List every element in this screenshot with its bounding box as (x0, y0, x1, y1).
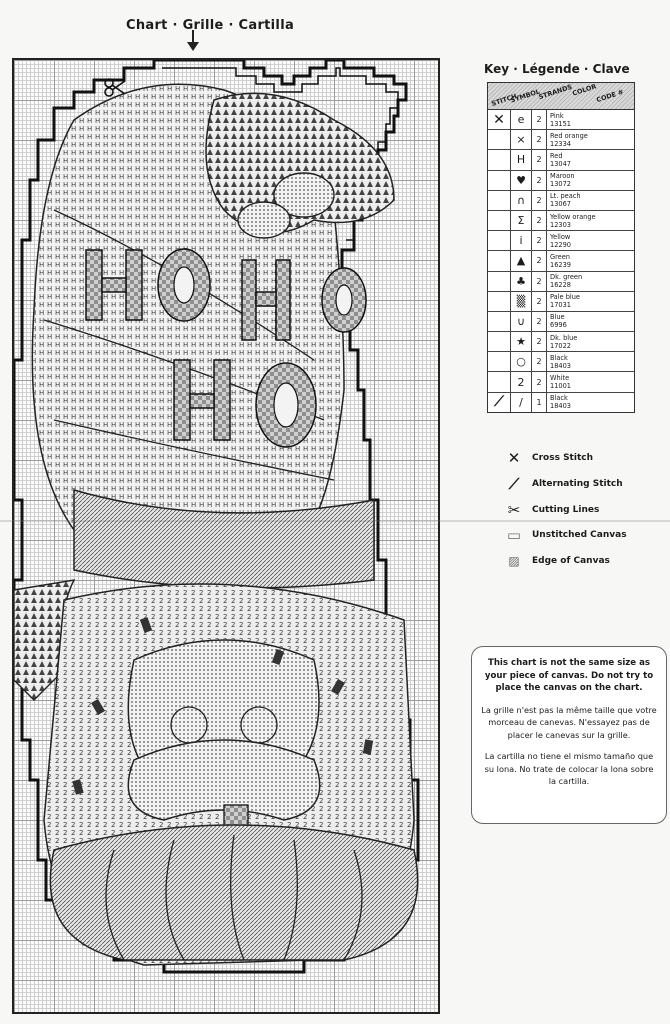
key-color-name: Red (550, 151, 563, 160)
key-symbol: × (511, 130, 532, 149)
key-row (488, 191, 634, 211)
key-color-code: 18403 (550, 402, 571, 411)
key-stitch-icon (488, 171, 511, 190)
key-color-code: 12334 (550, 139, 571, 148)
key-color (547, 332, 634, 351)
key-symbol: ∩ (511, 191, 532, 210)
key-row (488, 312, 634, 332)
key-table (487, 82, 635, 413)
key-color (547, 352, 634, 371)
unstitched-canvas-icon: ▭ (506, 526, 522, 544)
key-stitch-icon (488, 312, 511, 331)
legend-cutting-lines (503, 502, 599, 518)
key-symbol: H (511, 150, 532, 169)
key-color-code: 12290 (550, 240, 571, 249)
key-color-code: 16228 (550, 281, 571, 290)
paper-fold-line (0, 520, 670, 522)
key-stitch-icon (488, 231, 511, 250)
chart-size-note (471, 646, 667, 824)
key-row (488, 130, 634, 150)
key-color-code: 13047 (550, 159, 571, 168)
key-row (488, 332, 634, 352)
key-color-code: 17031 (550, 301, 571, 310)
key-symbol: Σ (511, 211, 532, 230)
key-row (488, 372, 634, 392)
x-cross-icon: ✕ (507, 449, 521, 467)
legend-edge-of-canvas (503, 553, 610, 569)
key-row (488, 150, 634, 170)
column-header-strands: STRANDS (537, 82, 574, 102)
key-strands: 2 (532, 312, 547, 331)
legend-label: Cross Stitch (532, 453, 593, 463)
key-color-name: Dk. green (550, 273, 583, 282)
cross-stitch-chart (12, 58, 440, 1014)
key-color-name: Black (550, 353, 568, 362)
column-header-stitch: STITCH (490, 92, 518, 108)
key-color (547, 272, 634, 291)
key-stitch-icon (488, 130, 511, 149)
santa-motif-drawing (14, 60, 438, 1012)
key-stitch-icon (488, 150, 511, 169)
key-strands: 2 (532, 231, 547, 250)
key-stitch-icon (488, 292, 511, 311)
key-strands: 2 (532, 251, 547, 270)
key-color (547, 171, 634, 190)
key-strands: 2 (532, 352, 547, 371)
key-symbol: ○ (511, 352, 532, 371)
scissors-icon: ✂ (507, 501, 521, 519)
page-title: Chart · Grille · Cartilla (126, 18, 295, 33)
key-color (547, 150, 634, 169)
key-symbol: ∪ (511, 312, 532, 331)
alternating-stitch-icon: ⟋ (508, 475, 520, 493)
key-stitch-icon (488, 272, 511, 291)
key-color-name: Dk. blue (550, 333, 578, 342)
key-color-code: 12303 (550, 220, 571, 229)
note-spanish: La cartilla no tiene el mismo tamaño que su lona. No trate de colocar la lona sobre la cartilla. (484, 751, 654, 786)
key-color (547, 211, 634, 230)
key-row (488, 352, 634, 372)
key-color (547, 292, 634, 311)
key-symbol: ★ (511, 332, 532, 351)
key-row (488, 272, 634, 292)
legend-alternating-stitch (503, 476, 623, 492)
key-color-code: 18403 (550, 361, 571, 370)
legend-label: Cutting Lines (532, 505, 600, 515)
legend-label: Edge of Canvas (532, 556, 610, 566)
key-stitch-icon: ✕ (488, 110, 511, 129)
title-arrow-icon (186, 30, 200, 52)
key-color-name: Maroon (550, 172, 575, 181)
key-color (547, 393, 634, 412)
key-strands: 2 (532, 150, 547, 169)
key-row (488, 393, 634, 412)
key-color (547, 372, 634, 391)
key-symbol: i (511, 231, 532, 250)
key-symbol: ♥ (511, 171, 532, 190)
key-strands: 1 (532, 393, 547, 412)
key-color-code: 13151 (550, 119, 571, 128)
key-symbol: ▒ (511, 292, 532, 311)
key-stitch-icon (488, 332, 511, 351)
key-symbol: ♣ (511, 272, 532, 291)
key-row (488, 110, 634, 130)
key-stitch-icon (488, 372, 511, 391)
key-color-code: 13067 (550, 200, 571, 209)
note-english: This chart is not the same size as your piece of canvas. Do not try to place the canvas on the chart. (484, 658, 654, 693)
key-symbol: 2 (511, 372, 532, 391)
key-row (488, 251, 634, 271)
legend-label: Unstitched Canvas (532, 530, 627, 540)
key-color-name: Lt. peach (550, 192, 581, 201)
key-symbol: / (511, 393, 532, 412)
scissors-icon (104, 78, 126, 98)
key-symbol: ▲ (511, 251, 532, 270)
key-strands: 2 (532, 171, 547, 190)
key-color (547, 312, 634, 331)
key-color-code: 17022 (550, 341, 571, 350)
key-color (547, 110, 634, 129)
key-color-name: Yellow orange (550, 212, 596, 221)
key-color (547, 191, 634, 210)
key-color (547, 130, 634, 149)
key-color-code: 11001 (550, 382, 571, 391)
key-stitch-icon (488, 352, 511, 371)
key-color-name: Black (550, 394, 568, 403)
key-color-name: Green (550, 252, 570, 261)
key-strands: 2 (532, 332, 547, 351)
key-strands: 2 (532, 372, 547, 391)
key-color (547, 231, 634, 250)
key-strands: 2 (532, 191, 547, 210)
key-color-code: 6996 (550, 321, 567, 330)
key-row (488, 171, 634, 191)
key-strands: 2 (532, 110, 547, 129)
legend-cross-stitch (503, 450, 593, 466)
key-symbol: e (511, 110, 532, 129)
key-color-code: 13072 (550, 180, 571, 189)
key-color-name: White (550, 374, 570, 383)
key-heading: Key · Légende · Clave (484, 62, 630, 76)
edge-of-canvas-icon: ▨ (508, 554, 520, 568)
key-color-name: Pink (550, 111, 564, 120)
note-french: La grille n'est pas la même taille que votre morceau de canevas. N'essayez pas de placer le canevas sur la grille. (481, 704, 657, 740)
key-strands: 2 (532, 272, 547, 291)
column-header-code: CODE # (595, 87, 625, 105)
legend-label: Alternating Stitch (532, 479, 623, 489)
key-color-name: Red orange (550, 131, 588, 140)
key-table-header (488, 83, 634, 110)
key-color-name: Yellow (550, 232, 571, 241)
key-color (547, 251, 634, 270)
legend-unstitched-canvas (503, 527, 627, 543)
key-color-name: Pale blue (550, 293, 580, 302)
column-header-symbol: SYMBOL (509, 87, 541, 105)
key-row (488, 211, 634, 231)
key-row (488, 292, 634, 312)
key-row (488, 231, 634, 251)
key-strands: 2 (532, 211, 547, 230)
key-stitch-icon: ⟋ (488, 393, 511, 412)
key-strands: 2 (532, 292, 547, 311)
key-color-name: Blue (550, 313, 565, 322)
key-stitch-icon (488, 191, 511, 210)
key-stitch-icon (488, 211, 511, 230)
key-color-code: 16239 (550, 260, 571, 269)
key-stitch-icon (488, 251, 511, 270)
key-strands: 2 (532, 130, 547, 149)
column-header-color: COLOR (571, 82, 598, 98)
